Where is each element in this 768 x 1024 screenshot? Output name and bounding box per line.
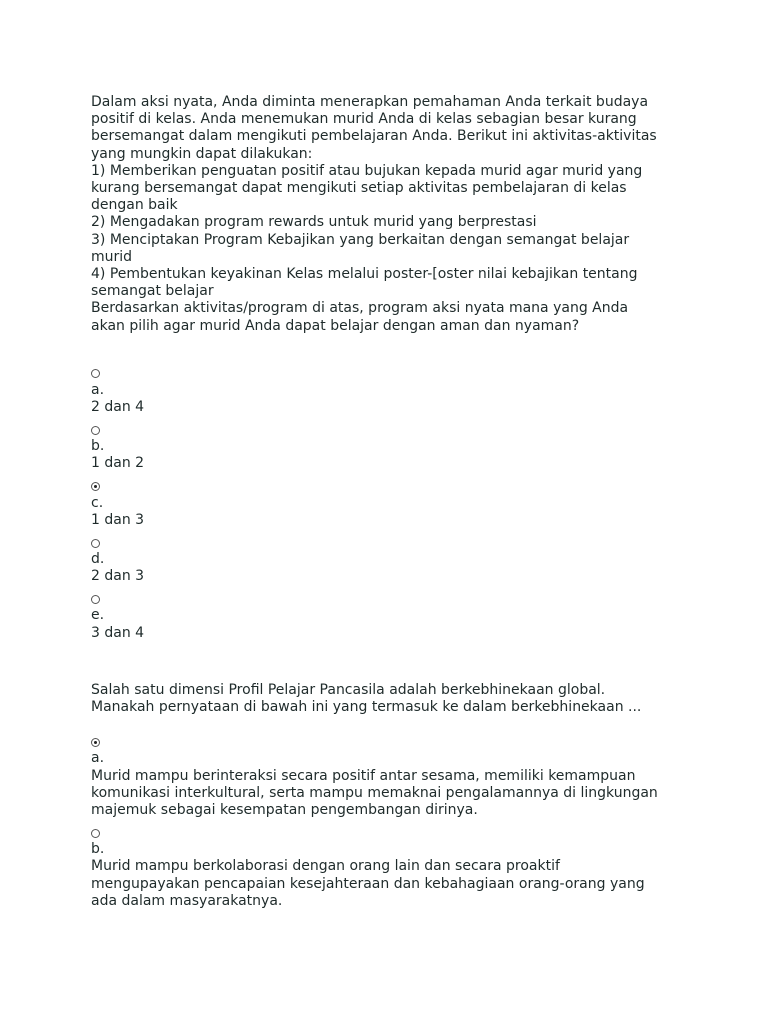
radio-row: [91, 422, 691, 438]
option-text: komunikasi interkultural, serta mampu memaknai pengalamannya di lingkungan: [91, 784, 658, 801]
answer-option[interactable]: [91, 422, 691, 472]
radio-row: [91, 535, 691, 551]
answer-option[interactable]: [91, 734, 691, 819]
answer-options: [91, 734, 691, 910]
question-text-line: 4) Pembentukan keyakinan Kelas melalui poster-[oster nilai kebajikan tentang: [91, 266, 638, 283]
option-text: 1 dan 2: [91, 455, 145, 472]
question-stem: [91, 682, 691, 716]
option-letter: d.: [91, 551, 105, 568]
question-text-line: 1) Memberikan penguatan positif atau bujukan kepada murid agar murid yang: [91, 162, 643, 179]
question-text-line: 3) Menciptakan Program Kebajikan yang berkaitan dengan semangat belajar: [91, 231, 630, 248]
question-text-line: Dalam aksi nyata, Anda diminta menerapkan pemahaman Anda terkait budaya: [91, 94, 649, 110]
option-text: 3 dan 4: [91, 624, 145, 641]
option-letter: b.: [91, 438, 105, 455]
option-letter: b.: [91, 841, 105, 858]
answer-option[interactable]: [91, 366, 691, 416]
radio-button-icon[interactable]: [91, 595, 100, 604]
radio-button-icon[interactable]: [91, 738, 100, 747]
radio-row: [91, 825, 691, 841]
radio-row: [91, 366, 691, 382]
option-text: Murid mampu berkolaborasi dengan orang lain dan secara proaktif: [91, 858, 560, 875]
option-text: mengupayakan pencapaian kesejahteraan dan kebahagiaan orang-orang yang: [91, 875, 645, 892]
question-text-line: positif di kelas. Anda menemukan murid Anda di kelas sebagian besar kurang: [91, 111, 637, 128]
option-text: 2 dan 4: [91, 399, 145, 416]
option-text: 1 dan 3: [91, 511, 145, 528]
question-text-line: Manakah pernyataan di bawah ini yang termasuk ke dalam berkebhinekaan ...: [91, 699, 642, 716]
question-text-line: semangat belajar: [91, 283, 214, 300]
option-letter: a.: [91, 750, 105, 767]
question-text-line: Berdasarkan aktivitas/program di atas, program aksi nyata mana yang Anda: [91, 300, 629, 317]
question-text-line: 2) Mengadakan program rewards untuk murid yang berprestasi: [91, 214, 537, 231]
question-text-line: akan pilih agar murid Anda dapat belajar dengan aman dan nyaman?: [91, 317, 580, 334]
radio-button-icon[interactable]: [91, 539, 100, 548]
radio-button-icon[interactable]: [91, 482, 100, 491]
question-text-line: murid: [91, 248, 133, 265]
question-stem: [91, 94, 691, 335]
radio-row: [91, 591, 691, 607]
answer-options: [91, 366, 691, 642]
question-text-line: kurang bersemangat dapat mengikuti setiap aktivitas pembelajaran di kelas: [91, 180, 627, 197]
answer-option[interactable]: [91, 535, 691, 585]
option-letter: a.: [91, 381, 105, 398]
question-text-line: Salah satu dimensi Profil Pelajar Pancasila adalah berkebhinekaan global.: [91, 682, 606, 698]
option-text: ada dalam masyarakatnya.: [91, 892, 283, 909]
answer-option[interactable]: [91, 479, 691, 529]
option-text: Murid mampu berinteraksi secara positif antar sesama, memiliki kemampuan: [91, 767, 636, 784]
option-letter: c.: [91, 494, 104, 511]
answer-option[interactable]: [91, 825, 691, 910]
radio-button-icon[interactable]: [91, 829, 100, 838]
question-text-line: dengan baik: [91, 197, 178, 214]
radio-button-icon[interactable]: [91, 426, 100, 435]
radio-row: [91, 734, 691, 750]
option-letter: e.: [91, 607, 105, 624]
question-text-line: bersemangat dalam mengikuti pembelajaran Anda. Berikut ini aktivitas-aktivitas: [91, 128, 657, 145]
question-2: [91, 682, 691, 910]
radio-button-icon[interactable]: [91, 369, 100, 378]
answer-option[interactable]: [91, 591, 691, 641]
option-text: 2 dan 3: [91, 568, 145, 585]
question-1: [91, 94, 691, 642]
question-text-line: yang mungkin dapat dilakukan:: [91, 145, 313, 162]
option-text: majemuk sebagai kesempatan pengembangan dirinya.: [91, 802, 478, 819]
radio-row: [91, 479, 691, 495]
